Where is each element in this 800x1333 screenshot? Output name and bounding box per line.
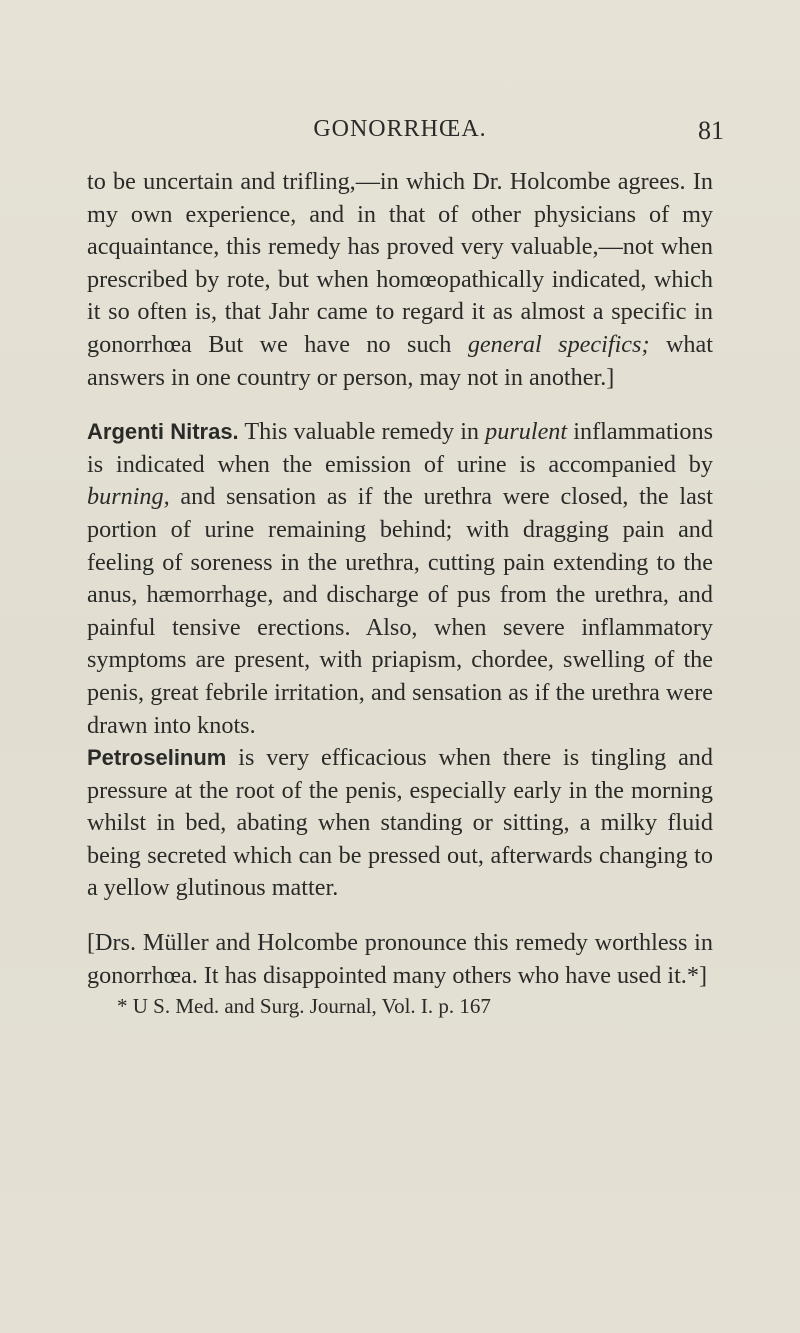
paragraph-gap <box>87 905 713 927</box>
emphasis-text: burning, <box>87 483 170 511</box>
page-body <box>87 166 713 1020</box>
paragraph-text: inflammations is indicated when the emission of urine is accompanied by <box>87 418 713 478</box>
footnote: * U S. Med. and Surg. Journal, Vol. I. p. 167 <box>117 994 491 1019</box>
paragraph-text: what answers in one country or person, may not in another.] <box>87 330 713 391</box>
running-head: GONORRHŒA. <box>313 116 487 142</box>
paragraph-gap <box>87 394 713 416</box>
page-header <box>0 116 800 146</box>
emphasis-text: purulent <box>485 418 568 446</box>
paragraph-petroselinum <box>87 742 713 905</box>
paragraph-bracket-note: [Drs. Müller and Holcombe pronounce this remedy worthless in gonorrhœa. It has disappointed many others who have used it.*] <box>87 929 713 989</box>
paragraph-continuation <box>87 166 713 394</box>
paragraph-argenti-nitras <box>87 416 713 742</box>
paragraph-text: to be uncertain and trifling,—in which Dr. Holcombe agrees. In my own experience, and in that of other physicians of my acquaintance, this remedy has proved very valuable,—not when prescribed by rote, but when homœopathically indicated, which it so often is, that Jahr came to regard it as almost a specific in gonorrhœa But we have no such <box>87 168 713 358</box>
paragraph-text: and sensation as if the urethra were closed, the last portion of urine remaining behind; with dragging pain and feeling of soreness in the urethra, cutting pain extending to the anus, hæmorrhage, and discharge of pus from the urethra, and painful tensive erections. Also, when severe inflammatory symptoms are present, with priapism, chordee, swelling of the penis, great febrile irritation, and sensation as if the urethra were drawn into knots. <box>87 483 713 739</box>
remedy-heading: Argenti Nitras. <box>87 419 239 445</box>
paragraph-text: is very efficacious when there is tingling and pressure at the root of the penis, especially early in the morning whilst in bed, abating when standing or sitting, a milky fluid being secreted which can be pressed out, afterwards changing to a yellow glutinous matter. <box>87 744 713 902</box>
page-number: 81 <box>698 116 724 145</box>
remedy-heading: Petroselinum <box>87 745 227 771</box>
emphasis-text: general specifics; <box>467 330 650 358</box>
paragraph-text: This valuable remedy in <box>238 418 486 446</box>
